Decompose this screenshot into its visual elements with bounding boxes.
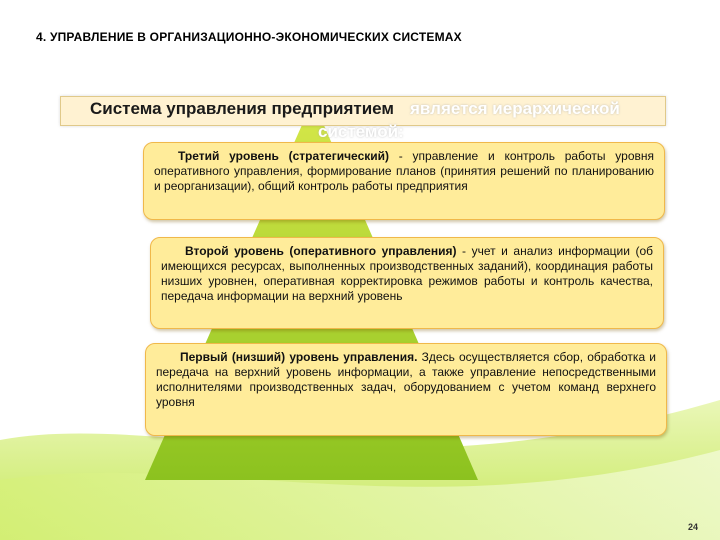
page-number: 24 (688, 522, 699, 532)
level-two-lead: Второй уровень (оперативного управления) (185, 244, 457, 258)
level-three-box (143, 142, 665, 220)
level-two-box (150, 237, 664, 329)
level-three-lead: Третий уровень (стратегический) (178, 149, 389, 163)
level-two-text: - учет и анализ информации (об имеющихся ресурсах, выполненных производственных заданий), координация работы низших уровнен, оперативная корректировка режимов работы и контроль качества, передача информации на верхний уровень (161, 244, 653, 303)
title-rest-line2: системой: (318, 122, 404, 141)
title-main-text: Система управления предприятием (90, 99, 394, 118)
slide-header: 4. УПРАВЛЕНИЕ В ОРГАНИЗАЦИОННО-ЭКОНОМИЧЕСКИХ СИСТЕМАХ (36, 30, 462, 44)
level-three-text: - управление и контроль работы уровня оперативного управления, формирование планов (принятия решений по планированию и реорганизации), общий контроль работы предприятия (154, 149, 654, 193)
title-rest-line1: является иерархической (410, 99, 620, 118)
level-one-box (145, 343, 667, 436)
level-one-lead: Первый (низший) уровень управления. (180, 350, 418, 364)
level-one-text: Здесь осуществляется сбор, обработка и передача на верхний уровень информации, а также управление непосредственными исполнителями производственных задач, оборудованием с учетом команд верхнего уровня (156, 350, 656, 409)
